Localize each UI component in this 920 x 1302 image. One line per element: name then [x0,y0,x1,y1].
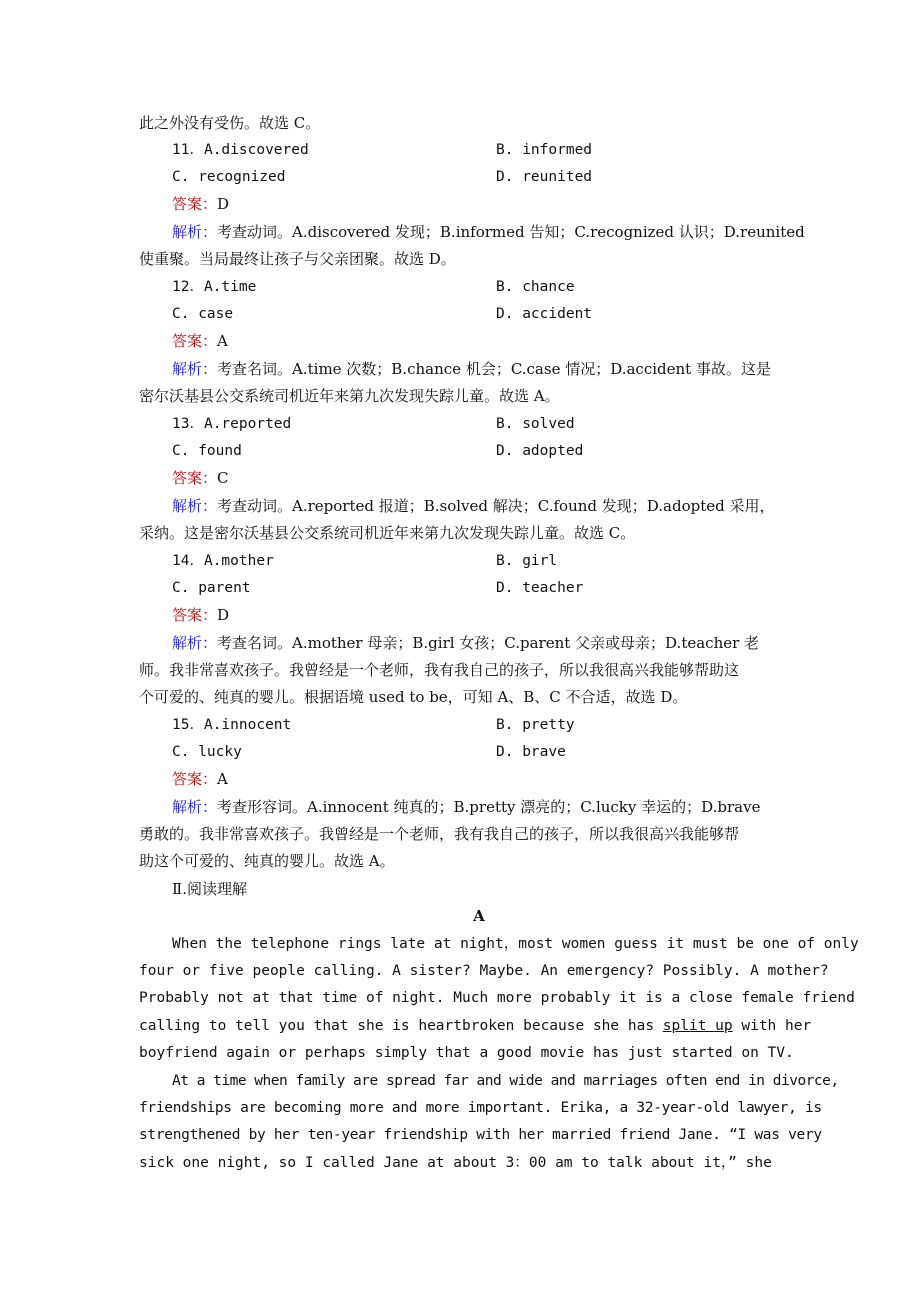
section-heading: Ⅱ.阅读理解 [172,880,247,898]
option-c: C. recognized [172,169,286,185]
question-14-analysis-line-2: 师。我非常喜欢孩子。我曾经是一个老师，我有我自己的孩子，所以我很高兴我能够帮助这 [139,661,740,679]
analysis-label: 解析： [172,360,218,378]
passage-p1-line-4: calling to tell you that she is heartbroken because she has split up with her [139,1018,812,1034]
question-15-options-cd [172,742,852,762]
option-b: B. pretty [496,717,575,733]
option-b: B. chance [496,279,575,295]
passage-p1-line-2: four or five people calling. A sister? Maybe. An emergency? Possibly. A mother? [139,963,829,979]
option-c: C. case [172,306,234,322]
question-13-options-cd [172,441,852,461]
answer-label: 答案： [172,770,218,788]
question-11-analysis-line-2: 使重聚。当局最终让孩子与父亲团聚。故选 D。 [139,250,456,268]
question-15-analysis-line-2: 勇敢的。我非常喜欢孩子。我曾经是一个老师，我有我自己的孩子，所以我很高兴我能够帮 [139,825,740,843]
analysis-label: 解析： [172,497,218,515]
question-12-analysis-line-1: 解析：考查名词。A.time 次数；B.chance 机会；C.case 情况；D.accident 事故。这是 [172,360,771,378]
passage-p2-line-2: friendships are becoming more and more important. Erika, a 32-year-old lawyer, is [139,1100,822,1116]
answer-value: D [217,195,230,213]
question-13-analysis-line-2: 采纳。这是密尔沃基县公交系统司机近年来第九次发现失踪儿童。故选 C。 [139,524,636,542]
question-12-options-ab [172,277,852,297]
passage-p2-line-3: strengthened by her ten-year friendship with her married friend Jane. “I was very [139,1127,822,1143]
intro-tail: 此之外没有受伤。故选 C。 [139,114,321,132]
question-11-options-ab [172,140,852,160]
analysis-label: 解析： [172,798,218,816]
question-14-options-cd [172,578,852,598]
question-14-analysis-line-1: 解析：考查名词。A.mother 母亲；B.girl 女孩；C.parent 父亲或母亲；D.teacher 老 [172,634,760,652]
question-13-answer [172,468,852,488]
answer-value: D [217,606,230,624]
passage-p1-line-5: boyfriend again or perhaps simply that a good movie has just started on TV. [139,1045,794,1061]
passage-p1-line-1: When the telephone rings late at night，most women guess it must be one of only [172,936,859,952]
option-b: B. solved [496,416,575,432]
option-c: C. found [172,443,242,459]
option-a: 14．A.mother [172,553,274,569]
option-d: D. reunited [496,169,593,185]
option-b: B. girl [496,553,558,569]
option-b: B. informed [496,142,593,158]
question-14-analysis-line-3: 个可爱的、纯真的婴儿。根据语境 used to be，可知 A、B、C 不合适，故选 D。 [139,688,688,706]
option-a: 15．A.innocent [172,717,292,733]
option-c: C. parent [172,580,251,596]
passage-p1-line-3: Probably not at that time of night. Much more probably it is a close female friend [139,990,855,1006]
question-15-options-ab [172,715,852,735]
passage-title: A [473,907,485,925]
answer-label: 答案： [172,469,218,487]
passage-p2-line-1: At a time when family are spread far and wide and marriages often end in divorce, [172,1073,839,1089]
option-c: C. lucky [172,744,242,760]
question-14-answer [172,605,852,625]
option-d: D. teacher [496,580,584,596]
underlined-phrase: split up [662,1018,733,1034]
question-12-answer [172,331,852,351]
analysis-label: 解析： [172,223,218,241]
answer-value: C [217,469,229,487]
option-d: D. accident [496,306,593,322]
question-11-options-cd [172,167,852,187]
question-13-analysis-line-1: 解析：考查动词。A.reported 报道；B.solved 解决；C.found 发现；D.adopted 采用， [172,497,775,515]
question-15-analysis-line-1: 解析：考查形容词。A.innocent 纯真的；B.pretty 漂亮的；C.lucky 幸运的；D.brave [172,798,761,816]
question-15-analysis-line-3: 助这个可爱的、纯真的婴儿。故选 A。 [139,852,395,870]
answer-value: A [217,332,228,350]
option-a: 13．A.reported [172,416,292,432]
question-11-answer [172,194,852,214]
answer-value: A [217,770,228,788]
option-d: D. brave [496,744,566,760]
question-13-options-ab [172,414,852,434]
question-12-options-cd [172,304,852,324]
answer-label: 答案： [172,332,218,350]
option-a: 11．A.discovered [172,142,309,158]
answer-label: 答案： [172,195,218,213]
question-12-analysis-line-2: 密尔沃基县公交系统司机近年来第九次发现失踪儿童。故选 A。 [139,387,560,405]
analysis-label: 解析： [172,634,218,652]
question-11-analysis-line-1: 解析：考查动词。A.discovered 发现；B.informed 告知；C.recognized 认识；D.reunited [172,223,805,241]
answer-label: 答案： [172,606,218,624]
question-15-answer [172,769,852,789]
question-14-options-ab [172,551,852,571]
passage-p2-line-4: sick one night, so I called Jane at about 3：00 am to talk about it，” she [139,1155,772,1171]
option-a: 12．A.time [172,279,257,295]
option-d: D. adopted [496,443,584,459]
